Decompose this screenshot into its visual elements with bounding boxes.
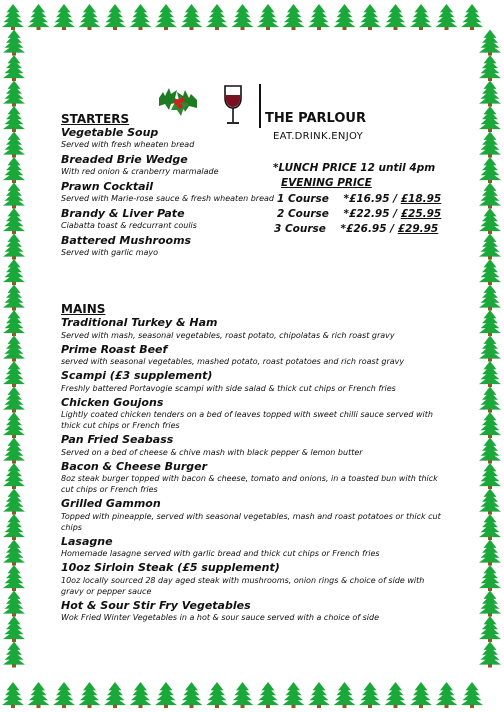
lunch-price-note: *LUNCH PRICE 12 until 4pm [273,162,436,174]
christmas-tree-icon [3,387,25,413]
christmas-tree-icon [79,682,101,708]
christmas-tree-icon [232,682,254,708]
price-separator: / [389,193,401,205]
dish-name: Lasagne [61,534,113,548]
dish-name: Prime Roast Beef [61,342,168,356]
christmas-tree-icon [479,489,501,515]
christmas-tree-icon [3,616,25,642]
christmas-tree-icon [410,682,432,708]
dish-name: Prawn Cocktail [61,180,154,193]
dish-description: With red onion & cranberry marmalade [61,167,219,176]
lunch-price: *£26.95 [340,223,387,235]
christmas-tree-icon [257,682,279,708]
dish-name: Grilled Gammon [61,497,161,510]
christmas-tree-icon [2,4,24,30]
christmas-tree-icon [3,30,25,56]
dish-description: Freshly battered Portavogie scampi with side salad & thick cut chips or French fries [61,383,396,393]
christmas-tree-icon [3,234,25,260]
price-separator: / [386,223,398,235]
dish-name: Hot & Sour Stir Fry Vegetables [61,598,251,612]
christmas-tree-icon [206,682,228,708]
christmas-tree-icon [359,4,381,30]
christmas-tree-icon [3,259,25,285]
christmas-tree-icon [104,682,126,708]
christmas-tree-icon [3,336,25,362]
christmas-tree-icon [283,682,305,708]
dish-name: Breaded Brie Wedge [61,153,188,166]
christmas-tree-icon [436,682,458,708]
christmas-tree-icon [53,682,75,708]
christmas-tree-icon [479,387,501,413]
dish-name: Traditional Turkey & Ham [61,316,218,329]
christmas-tree-icon [3,157,25,183]
dish-description: Ciabatta toast & redcurrant coulis [61,221,197,230]
brand-tagline: EAT.DRINK.ENJOY [273,131,363,142]
mains-title: MAINS [61,302,106,316]
christmas-tree-icon [410,4,432,30]
christmas-tree-icon [308,682,330,708]
christmas-tree-icon [3,540,25,566]
christmas-tree-icon [3,81,25,107]
christmas-tree-icon [334,4,356,30]
christmas-tree-icon [479,540,501,566]
brand-name: THE PARLOUR [265,111,366,126]
christmas-tree-icon [479,565,501,591]
dish-description: Homemade lasagne served with garlic bread and thick cut chips or French fries [61,549,380,558]
mains-section [61,302,446,625]
dish-name: Battered Mushrooms [61,234,192,247]
lunch-price: *£16.95 [343,193,390,205]
dish-description: Served with mash, seasonal vegetables, roast potato, chipolatas & rich roast gravy [61,330,395,340]
christmas-tree-icon [181,682,203,708]
christmas-tree-icon [479,310,501,336]
dish-description: 10oz locally sourced 28 day aged steak with mushrooms, onion rings & choice of side with gravy or pepper sauce [61,575,425,596]
dish-description: Served with Marie-rose sauce & fresh wheaten bread [61,194,274,203]
christmas-tree-icon [3,310,25,336]
dish-name: Bacon & Cheese Burger [61,459,208,473]
christmas-tree-icon [79,4,101,30]
christmas-tree-icon [28,4,50,30]
christmas-tree-icon [479,591,501,617]
christmas-tree-icon [3,208,25,234]
christmas-tree-icon [3,438,25,464]
christmas-tree-icon [3,514,25,540]
course-label: 2 Course [277,208,329,220]
christmas-tree-icon [283,4,305,30]
christmas-tree-icon [385,4,407,30]
christmas-tree-icon [479,361,501,387]
dish-description: Served with fresh wheaten bread [61,140,195,149]
course-price-row [277,208,441,220]
christmas-tree-icon [479,259,501,285]
christmas-tree-icon [130,4,152,30]
lunch-price: *£22.95 [343,208,390,220]
christmas-tree-icon [257,4,279,30]
dish-description: served with seasonal vegetables, mashed potato, roast potatoes and rich roast gravy [61,357,405,366]
christmas-tree-icon [479,616,501,642]
christmas-tree-icon [53,4,75,30]
christmas-tree-icon [2,682,24,708]
christmas-tree-icon [206,4,228,30]
christmas-tree-icon [479,81,501,107]
christmas-tree-icon [479,157,501,183]
christmas-tree-icon [479,30,501,56]
dish-name: Brandy & Liver Pate [61,207,185,220]
christmas-tree-icon [3,591,25,617]
dish-description: Served with garlic mayo [61,248,159,257]
christmas-tree-icon [479,208,501,234]
christmas-tree-icon [3,361,25,387]
christmas-tree-icon [359,682,381,708]
dish-name: Vegetable Soup [61,126,159,139]
christmas-tree-icon [479,183,501,209]
christmas-tree-icon [3,565,25,591]
christmas-tree-icon [155,682,177,708]
christmas-tree-icon [3,642,25,668]
christmas-tree-icon [479,285,501,311]
christmas-tree-icon [334,682,356,708]
dish-name: Chicken Goujons [61,395,164,409]
christmas-tree-icon [181,4,203,30]
christmas-tree-icon [155,4,177,30]
christmas-tree-icon [3,106,25,132]
evening-price: £18.95 [400,193,442,205]
course-label: 3 Course [274,223,326,235]
dish-description: Wok Fried Winter Vegetables in a hot & sour sauce served with a choice of side [61,613,380,622]
christmas-tree-icon [232,4,254,30]
christmas-tree-icon [436,4,458,30]
christmas-tree-icon [3,412,25,438]
christmas-tree-icon [479,132,501,158]
christmas-tree-icon [3,55,25,81]
dish-name: 10oz Sirloin Steak (£5 supplement) [61,561,280,574]
christmas-tree-icon [479,336,501,362]
evening-price: £29.95 [397,223,439,235]
christmas-tree-icon [308,4,330,30]
dish-description: Lightly coated chicken tenders on a bed of leaves topped with sweet chilli sauce served with thick cut chips or French fries [61,410,433,430]
christmas-tree-icon [479,234,501,260]
christmas-tree-icon [385,682,407,708]
course-price-row [274,223,438,235]
christmas-tree-icon [3,132,25,158]
dish-description: Topped with pineapple, served with seasonal vegetables, mash and roast potatoes or thick cut chips [61,511,441,532]
christmas-tree-icon [104,4,126,30]
starters-title: STARTERS [61,112,130,126]
christmas-tree-icon [461,682,483,708]
christmas-tree-icon [461,4,483,30]
christmas-tree-icon [3,489,25,515]
christmas-tree-icon [3,463,25,489]
christmas-tree-icon [3,285,25,311]
dish-name: Scampi (£3 supplement) [61,369,213,382]
christmas-tree-icon [479,438,501,464]
christmas-tree-icon [479,106,501,132]
christmas-tree-icon [479,55,501,81]
dish-description: 8oz steak burger topped with bacon & cheese, tomato and onions, in a toasted bun with thick cut chips or French fries [61,474,438,494]
price-separator: / [389,208,401,220]
christmas-tree-icon [479,642,501,668]
christmas-tree-icon [479,463,501,489]
course-label: 1 Course [277,193,329,205]
christmas-tree-icon [3,183,25,209]
dish-name: Pan Fried Seabass [61,433,174,446]
course-price-row [277,193,441,205]
dish-description: Served on a bed of cheese & chive mash with black pepper & lemon butter [61,447,363,457]
christmas-tree-icon [479,514,501,540]
starters-section [61,112,274,261]
christmas-tree-icon [130,682,152,708]
christmas-tree-icon [479,412,501,438]
christmas-tree-icon [28,682,50,708]
evening-price-title: EVENING PRICE [281,177,372,189]
evening-price: £25.95 [400,208,442,220]
